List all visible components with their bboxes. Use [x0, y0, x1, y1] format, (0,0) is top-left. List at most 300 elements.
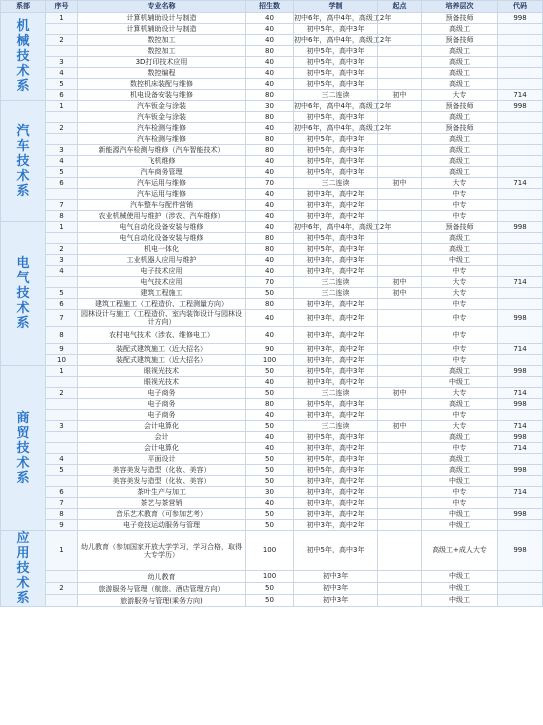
cell-level: 大专	[422, 388, 498, 399]
cell-code	[498, 288, 543, 299]
cell-seq: 3	[46, 255, 78, 266]
cell-seq: 4	[46, 454, 78, 465]
cell-code: 714	[498, 421, 543, 432]
cell-duration: 初中3年，高中2年	[294, 498, 378, 509]
cell-code	[498, 255, 543, 266]
cell-level: 中级工	[422, 255, 498, 266]
header-code: 代码	[498, 1, 543, 13]
cell-level: 高级工	[422, 366, 498, 377]
cell-seq: 1	[46, 222, 78, 233]
cell-seq: 7	[46, 498, 78, 509]
cell-start	[378, 454, 422, 465]
cell-major: 装配式建筑施工（近大招名）	[78, 355, 246, 366]
cell-major: 机电一体化	[78, 244, 246, 255]
cell-major: 汽车商务管理	[78, 167, 246, 178]
cell-code	[498, 327, 543, 344]
cell-code	[498, 156, 543, 167]
department-label: 汽车技术系	[16, 123, 30, 199]
cell-code: 714	[498, 178, 543, 189]
cell-duration: 初中3年	[294, 571, 378, 583]
cell-duration: 初中5年，高中3年	[294, 399, 378, 410]
cell-code	[498, 123, 543, 134]
cell-duration: 初中3年，高中2年	[294, 476, 378, 487]
cell-seq	[46, 571, 78, 583]
cell-duration: 初中3年	[294, 583, 378, 595]
table-row	[1, 46, 543, 57]
cell-seq: 4	[46, 156, 78, 167]
cell-code	[498, 571, 543, 583]
cell-code	[498, 145, 543, 156]
cell-level: 高级工	[422, 233, 498, 244]
cell-count: 80	[246, 145, 294, 156]
cell-seq: 5	[46, 288, 78, 299]
cell-duration: 三二连读	[294, 277, 378, 288]
cell-seq	[46, 233, 78, 244]
cell-level: 高级工	[422, 399, 498, 410]
cell-major: 数控加工	[78, 35, 246, 46]
cell-start	[378, 266, 422, 277]
cell-count: 80	[246, 233, 294, 244]
cell-duration: 初中5年，高中3年	[294, 244, 378, 255]
cell-duration: 初中6年，高中4年，高级工2年	[294, 222, 392, 231]
cell-code	[498, 112, 543, 123]
cell-level: 大专	[422, 421, 498, 432]
cell-level: 高级工	[422, 244, 498, 255]
cell-duration: 初中5年，高中3年	[294, 465, 378, 476]
table-row	[1, 399, 543, 410]
cell-duration: 初中5年，高中3年	[294, 167, 378, 178]
cell-major: 电子商务	[78, 399, 246, 410]
cell-count: 40	[246, 57, 294, 68]
table-row	[1, 200, 543, 211]
cell-duration: 初中5年，高中3年	[294, 145, 378, 156]
cell-duration: 初中5年，高中3年	[294, 233, 378, 244]
cell-seq: 5	[46, 79, 78, 90]
cell-major: 电子商务	[78, 410, 246, 421]
cell-major: 计算机辅助设计与制造	[78, 24, 246, 35]
cell-start	[378, 327, 422, 344]
cell-level: 中专	[422, 200, 498, 211]
cell-major: 汽车检测与维修	[78, 123, 246, 134]
cell-seq	[46, 277, 78, 288]
cell-start	[378, 399, 422, 410]
cell-seq: 8	[46, 327, 78, 344]
cell-seq: 2	[46, 123, 78, 134]
cell-count: 80	[246, 299, 294, 310]
table-row	[1, 68, 543, 79]
cell-level: 预备技师	[422, 101, 498, 112]
cell-count: 80	[246, 112, 294, 123]
cell-count: 80	[246, 399, 294, 410]
cell-duration: 初中3年，高中2年	[294, 211, 378, 222]
cell-seq: 4	[46, 266, 78, 277]
cell-start	[378, 498, 422, 509]
cell-start	[378, 233, 422, 244]
cell-count: 50	[246, 476, 294, 487]
cell-code	[498, 167, 543, 178]
cell-level: 中专	[422, 410, 498, 421]
cell-level: 中专	[422, 266, 498, 277]
cell-major: 汽车钣金与涂装	[78, 112, 246, 123]
cell-count: 50	[246, 509, 294, 520]
cell-start	[378, 79, 422, 90]
table-row	[1, 595, 543, 607]
cell-duration: 初中3年，高中2年	[294, 200, 378, 211]
cell-code: 714	[498, 443, 543, 454]
cell-duration: 初中5年，高中3年	[294, 134, 378, 145]
cell-count: 50	[246, 421, 294, 432]
cell-duration: 初中5年，高中3年	[294, 24, 378, 35]
cell-start	[378, 244, 422, 255]
cell-seq	[46, 595, 78, 607]
cell-major: 电气自动化设备安装与维修	[78, 233, 246, 244]
cell-code	[498, 189, 543, 200]
cell-duration: 初中6年，高中4年，高级工2年	[294, 101, 392, 110]
cell-start: 初中	[378, 277, 422, 288]
table-row	[1, 233, 543, 244]
cell-start	[378, 200, 422, 211]
cell-code	[498, 244, 543, 255]
cell-seq: 1	[46, 13, 78, 24]
cell-count: 40	[246, 432, 294, 443]
table-row	[1, 443, 543, 454]
table-row	[1, 156, 543, 167]
cell-major: 美容美发与造型（化妆、美容）	[78, 476, 246, 487]
cell-count: 40	[246, 211, 294, 222]
cell-major: 电子技术应用	[78, 266, 246, 277]
cell-start	[378, 509, 422, 520]
cell-seq	[46, 476, 78, 487]
cell-code: 998	[498, 101, 543, 112]
table-row	[1, 189, 543, 200]
cell-code: 998	[498, 509, 543, 520]
cell-count: 90	[246, 344, 294, 355]
cell-duration: 初中3年，高中2年	[294, 327, 378, 344]
cell-duration: 初中3年，高中2年	[294, 189, 378, 200]
cell-start	[378, 211, 422, 222]
cell-count: 40	[246, 68, 294, 79]
cell-start	[378, 46, 422, 57]
cell-count: 50	[246, 366, 294, 377]
cell-code	[498, 134, 543, 145]
cell-count: 30	[246, 487, 294, 498]
table-row	[1, 454, 543, 465]
cell-level: 大专	[422, 178, 498, 189]
cell-level: 中专	[422, 443, 498, 454]
cell-major: 汽车运用与维修	[78, 189, 246, 200]
cell-start	[378, 583, 422, 595]
cell-duration: 初中3年，高中2年	[294, 266, 378, 277]
cell-duration: 初中5年，高中3年	[294, 112, 378, 123]
cell-major: 数控加工	[78, 46, 246, 57]
cell-major: 新能源汽车检测与维修（汽车智能技术）	[78, 145, 246, 156]
cell-count: 100	[246, 531, 294, 571]
header-duration: 学制	[294, 1, 378, 13]
cell-code: 714	[498, 388, 543, 399]
cell-level: 高级工	[422, 454, 498, 465]
cell-start: 初中	[378, 421, 422, 432]
table-row	[1, 410, 543, 421]
cell-count: 40	[246, 156, 294, 167]
cell-major: 3D打印技术应用	[78, 57, 246, 68]
cell-count: 40	[246, 255, 294, 266]
cell-seq: 1	[46, 366, 78, 377]
cell-seq: 5	[46, 465, 78, 476]
table-row	[1, 388, 543, 399]
cell-count: 80	[246, 244, 294, 255]
cell-major: 装配式建筑施工（近大招名）	[78, 344, 246, 355]
cell-major: 会计电算化	[78, 443, 246, 454]
cell-major: 汽车钣金与涂装	[78, 101, 246, 112]
cell-count: 40	[246, 123, 294, 134]
table-row	[1, 79, 543, 90]
cell-code: 714	[498, 277, 543, 288]
table-row	[1, 145, 543, 156]
cell-start: 初中	[378, 90, 422, 101]
cell-major: 会计电算化	[78, 421, 246, 432]
table-row	[1, 344, 543, 355]
cell-duration: 初中3年，高中2年	[294, 344, 378, 355]
cell-code: 714	[498, 344, 543, 355]
cell-start	[378, 443, 422, 454]
cell-start	[378, 189, 422, 200]
cell-code	[498, 498, 543, 509]
table-row	[1, 583, 543, 595]
cell-seq: 8	[46, 211, 78, 222]
cell-duration: 初中5年，高中3年	[294, 454, 378, 465]
cell-major: 汽车运用与维修	[78, 178, 246, 189]
cell-count: 100	[246, 355, 294, 366]
cell-seq: 5	[46, 167, 78, 178]
table-row	[1, 288, 543, 299]
cell-level: 中专	[422, 355, 498, 366]
cell-start	[378, 156, 422, 167]
cell-start	[378, 432, 422, 443]
cell-code	[498, 410, 543, 421]
cell-major: 数控机床装配与维修	[78, 79, 246, 90]
cell-code	[498, 211, 543, 222]
cell-seq: 2	[46, 244, 78, 255]
cell-major: 音乐艺术教育（可参加艺考）	[78, 509, 246, 520]
cell-start	[378, 299, 422, 310]
cell-start	[378, 520, 422, 531]
cell-count: 80	[246, 134, 294, 145]
cell-duration: 初中3年，高中2年	[294, 410, 378, 421]
cell-count: 100	[246, 571, 294, 583]
table-row	[1, 421, 543, 432]
cell-start	[378, 255, 422, 266]
cell-level: 中级工	[422, 377, 498, 388]
table-row	[1, 327, 543, 344]
table-row	[1, 377, 543, 388]
cell-duration: 三二连读	[294, 421, 378, 432]
cell-code: 998	[498, 366, 543, 377]
cell-start	[378, 68, 422, 79]
cell-duration: 三二连读	[294, 90, 378, 101]
cell-level: 中专	[422, 327, 498, 344]
cell-duration: 初中6年，高中4年，高级工2年	[294, 123, 392, 132]
cell-level: 高级工	[422, 24, 498, 35]
cell-major: 眼视光技术	[78, 377, 246, 388]
cell-start	[378, 465, 422, 476]
table-row	[1, 355, 543, 366]
cell-major: 农村电气技术（涉农、维修电工）	[78, 327, 246, 344]
cell-code: 998	[498, 13, 543, 24]
cell-level: 高级工	[422, 79, 498, 90]
cell-start	[378, 344, 422, 355]
cell-count: 40	[246, 377, 294, 388]
cell-code: 998	[498, 399, 543, 410]
cell-code	[498, 68, 543, 79]
cell-seq	[46, 112, 78, 123]
cell-count: 50	[246, 520, 294, 531]
cell-start	[378, 531, 422, 571]
cell-code: 998	[498, 465, 543, 476]
cell-count: 40	[246, 200, 294, 211]
table-row	[1, 24, 543, 35]
department-name	[1, 366, 46, 531]
table-row	[1, 531, 543, 571]
cell-seq	[46, 443, 78, 454]
cell-count: 40	[246, 79, 294, 90]
cell-count: 40	[246, 167, 294, 178]
cell-major: 园林设计与施工（工程造价、室内装饰设计与园林设计方向）	[78, 310, 246, 327]
cell-level: 高级工	[422, 68, 498, 79]
cell-duration: 初中5年，高中3年	[294, 366, 378, 377]
cell-duration: 初中5年，高中3年	[294, 68, 378, 79]
cell-seq: 2	[46, 35, 78, 46]
cell-level: 中专	[422, 487, 498, 498]
cell-major: 幼儿教育	[78, 571, 246, 583]
table-row	[1, 509, 543, 520]
department-label: 机械技术系	[16, 19, 30, 94]
cell-duration: 初中5年，高中3年	[294, 46, 378, 57]
cell-count: 50	[246, 454, 294, 465]
cell-seq: 8	[46, 509, 78, 520]
table-row	[1, 487, 543, 498]
cell-level: 高级工	[422, 46, 498, 57]
department-label: 商贸技术系	[16, 410, 30, 486]
cell-count: 40	[246, 35, 294, 46]
cell-count: 30	[246, 101, 294, 112]
cell-level: 高级工	[422, 145, 498, 156]
cell-seq: 2	[46, 388, 78, 399]
cell-seq: 3	[46, 421, 78, 432]
cell-major: 工业机器人应用与维护	[78, 255, 246, 266]
cell-duration: 初中5年，高中3年	[294, 156, 378, 167]
cell-duration: 初中3年，高中2年	[294, 310, 378, 327]
cell-count: 50	[246, 388, 294, 399]
cell-duration: 初中3年，高中3年	[294, 255, 378, 266]
cell-duration: 初中3年，高中2年	[294, 509, 378, 520]
cell-count: 70	[246, 178, 294, 189]
table-row	[1, 366, 543, 377]
cell-code	[498, 520, 543, 531]
cell-level: 大专	[422, 90, 498, 101]
cell-level: 高级工	[422, 112, 498, 123]
cell-major: 数控编程	[78, 68, 246, 79]
cell-level: 中专	[422, 299, 498, 310]
cell-seq: 1	[46, 531, 78, 571]
cell-code	[498, 233, 543, 244]
table-row	[1, 101, 543, 112]
cell-major: 飞机维修	[78, 156, 246, 167]
cell-code: 714	[498, 90, 543, 101]
table-row	[1, 299, 543, 310]
cell-level: 高级工	[422, 167, 498, 178]
cell-level: 中级工	[422, 571, 498, 583]
department-name	[1, 531, 46, 607]
department-label: 电气技术系	[16, 256, 30, 332]
cell-seq: 3	[46, 145, 78, 156]
cell-seq	[46, 377, 78, 388]
cell-major: 电气技术应用	[78, 277, 246, 288]
cell-seq: 7	[46, 200, 78, 211]
cell-major: 电子商务	[78, 388, 246, 399]
table-row	[1, 112, 543, 123]
department-label: 应用技术系	[16, 531, 30, 607]
table-body	[1, 13, 543, 607]
cell-major: 机电设备安装与维修	[78, 90, 246, 101]
header-major: 专业名称	[78, 1, 246, 13]
cell-start	[378, 57, 422, 68]
cell-duration: 三二连读	[294, 388, 378, 399]
cell-seq: 2	[46, 583, 78, 595]
cell-duration: 三二连读	[294, 288, 378, 299]
cell-level: 大专	[422, 288, 498, 299]
cell-start: 初中	[378, 178, 422, 189]
header-seq: 序号	[46, 1, 78, 13]
cell-count: 80	[246, 90, 294, 101]
cell-major: 茶叶生产与加工	[78, 487, 246, 498]
cell-count: 50	[246, 595, 294, 607]
department-name	[1, 101, 46, 222]
cell-level: 高级工	[422, 134, 498, 145]
table-row	[1, 35, 543, 46]
cell-start: 初中	[378, 388, 422, 399]
cell-level: 预备技师	[422, 222, 498, 233]
table-row	[1, 178, 543, 189]
table-row	[1, 498, 543, 509]
cell-start	[378, 134, 422, 145]
cell-code	[498, 299, 543, 310]
cell-major: 电子竞技运动服务与管理	[78, 520, 246, 531]
cell-level: 中专	[422, 189, 498, 200]
cell-level: 中专	[422, 344, 498, 355]
cell-seq	[46, 189, 78, 200]
cell-level: 中级工	[422, 476, 498, 487]
cell-seq: 4	[46, 68, 78, 79]
cell-start	[378, 595, 422, 607]
cell-seq: 3	[46, 57, 78, 68]
cell-duration: 初中5年，高中3年	[294, 79, 378, 90]
cell-count: 40	[246, 410, 294, 421]
cell-count: 50	[246, 583, 294, 595]
cell-level: 中专	[422, 211, 498, 222]
table-row	[1, 520, 543, 531]
cell-major: 电气自动化设备安装与维修	[78, 222, 246, 233]
cell-level: 中级工	[422, 520, 498, 531]
department-name	[1, 222, 46, 366]
table-row	[1, 266, 543, 277]
cell-seq: 6	[46, 178, 78, 189]
cell-major: 农业机械使用与维护（涉农、汽车维修）	[78, 211, 246, 222]
cell-code	[498, 79, 543, 90]
table-row	[1, 13, 543, 24]
cell-major: 会计	[78, 432, 246, 443]
cell-count: 70	[246, 277, 294, 288]
cell-level: 高级工	[422, 156, 498, 167]
